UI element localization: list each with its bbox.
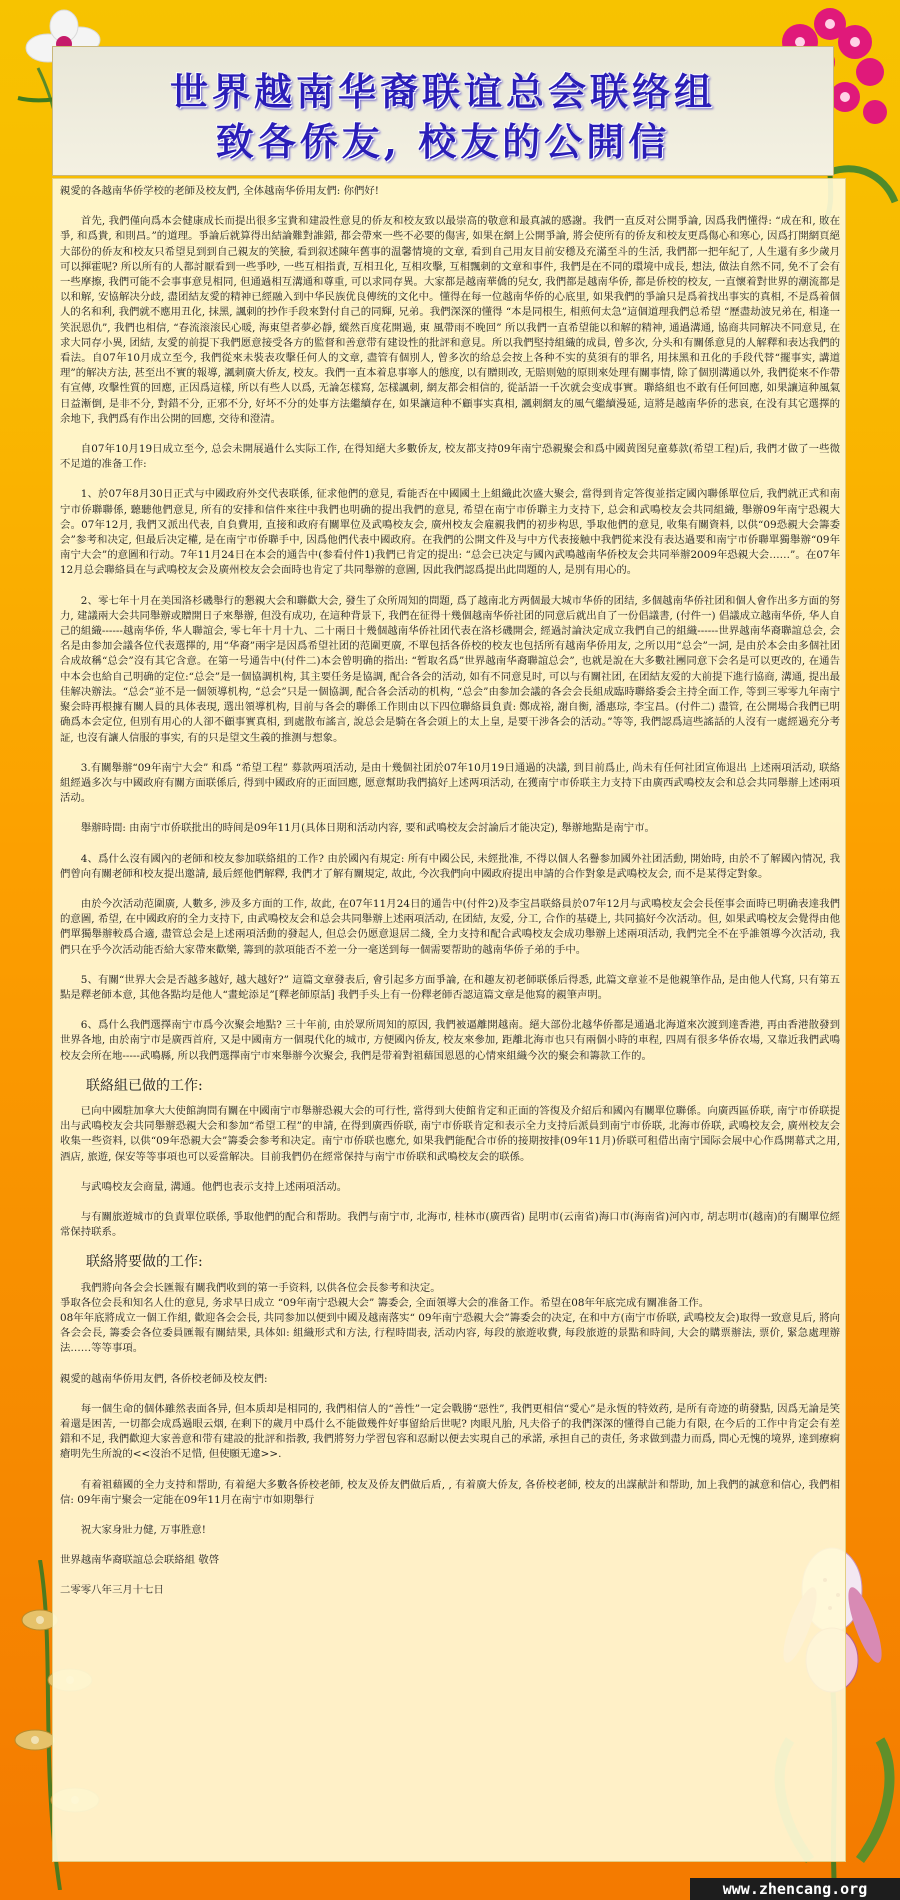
letter-greeting: 親愛的各越南华侨学校的老師及校友們, 全体越南华侨用友們: 你們好! bbox=[60, 185, 379, 197]
letter-paragraph: 5、有關“世界大会是否越多越好, 越大越好?” 這篇文章發表后, 會引起多方面爭論, 在和趣友初老師联係后得悉, 此篇文章並不是他親筆作品, 是由他人代寫, 只有第五點是釋老師本意, 其他各點均是他人“畫蛇添足”[釋老師原話] 我們手头上有一份釋老師否認這篇文章是他寫的親筆声明。 bbox=[60, 973, 840, 1001]
letter-paragraph: 2、零七年十月在美国洛杉磯舉行的懇親大会和聯歡大会, 發生了众所周知的問題, 爲了越南北方两個最大城市华侨的团结, 多個越南华侨社团和個人會作出多方面的努力, 建議兩大会共同舉辦或贈開日子來舉辦, 但没有成功, 在這种背景下, 我們在征得十幾個越南华侨社团的同意后就出自了一份倡議書, (付件一) 倡議成立越南华侨, 华人自己的組織------越南华侨, 华人聯誼会, 零七年十月十九、二十兩日十幾個越南华侨社团代表在洛杉磯開会, 經過討論決定成立我們自己的組織------世界越南华裔聯誼总会, 会名是由参加会議各位代表選擇的, 用“华裔”兩字是因爲希望社团的范圍更廣, 不單包括各侨校的校友也包括所有越南华侨用友, 之所以用“总会”一詞, 是由於本会由多個社团合成故稱“总会”沒有其它含意。在第一号通告中(付件二)本会曾明确的指出: “暂取名爲”世界越南华裔聯誼总会”, 也就是說在大多數社團同意下会名是可以更改的, 在通告中本会也給自己明确的定位:“总会”是一個協調机构, 其主要任务是協調, 配合各会的活动, 如有不同意見时, 可以与有關社团, 在团結友爱的大前提下進行協商, 溝通, 提出最佳解决辦法。“总会”並不是一個领導机构, “总会”只是一個協調, 配合各会活动的机构, “总会”由参加会議的各会会長組成臨時聯絡委会主持全面工作, 等到三零零九年南宁聚会時再根據有關人員的具体表現, 選出領導机构, 目前与各会的聯係工作則由以下四位聯絡員負責: 鄭成裕, 謝自衡, 潘惠琮, 李宝昌。(付件二) 盡管, 在公開場合我們已明确爲本会定位, 但別有用心的人卻不顧事實真相, 到處散布謠言, 說总会是騎在各会頭上的太上皇, 是要干涉各会的活动。”等等, 我們認爲這些謠話的人沒有一處經過充分考証, 也沒有讓人信服的事实, 有的只是望文生義的推测与想象。 bbox=[60, 594, 840, 744]
letter-paragraph: 6、爲什么我們選擇南宁市爲今次聚会地點? 三十年前, 由於眾所周知的原因, 我們被逼離開越南。絕大部份北越华侨都是通過北海道來次渡到達香港, 再由香港散發到世界各地, 由於南宁市是廣西首府, 又是中國南方一個現代化的城市, 方便國內侨友, 校友來參加, 距離北海市也只有兩個小時的車程, 四周有很多华侨农場, 又靠近我們武鳴校友会所在地-----武鳴縣, 所以我們選擇南宁市來舉辦今次聚会, 我們是带着對祖藉国恩恩的心情來組織今次的聚会和籌款工作的。 bbox=[60, 1019, 840, 1062]
letter-paragraph: 3.有關舉辦“09年南宁大会” 和爲 “希望工程” 募款两項活动, 是由十幾個社团於07年10月19日通過的决議, 到目前爲止, 尚未有任何社团宣佈退出 上述兩項活动, 联絡組經過多次与中國政府有關方面联係后, 得到中國政府的正面回應, 愿意幫助我們搞好上述两項活动, 在獲南宁市侨联主力支持下由廣西武鳴校友会和总会共同舉辦上述兩項活动。 bbox=[60, 761, 840, 805]
letter-paragraph: 祝大家身壯力健, 万事胜意! bbox=[80, 1524, 206, 1537]
letter-body bbox=[60, 184, 840, 1614]
letter-paragraph: 每一個生命的個体雖然表面各异, 但本质却是相同的, 我們相信人的“善性”一定会戰勝“惡性”, 我們更相信“愛心”是永恆的特效药, 是所有奇迹的萌發點, 因爲无論是笑着還是困苦, 一切都会成爲過眼云烟, 在剩下的歲月中爲什么不能做幾件好事留給后世呢? 肉眼凡胎, 凡夫俗子的我們深深的懂得自己能力有限, 在今后的工作中肯定会有差錯和不足, 我們歡迎大家善意和带有建設的批評和指教, 我們將努力学習包容和忍耐以便去实現自己的承諾, 承担自己的责任, 务求做到盡力而爲, 問心无愧的境界, 達到療痾瘡明先生所說的<<沒治不足惜, 但使願无違>>. bbox=[60, 1402, 840, 1461]
letter-paragraph: 1、於07年8月30日正式与中國政府外交代表联係, 征求他們的意見, 看能否在中國國土上組織此次盛大聚会, 當得到肯定答復並指定國內聯係單位后, 我們就正式和南宁市侨聯聯係, 聽聽他們意見, 所有的安排和信件來往中我們也明确的提出我們的意見, 希望在南宁市侨聯主力支持下, 总会和武鳴校友会共同組織, 舉辦09年南宁恐親大会。07年12月, 我們又派出代表, 自負費用, 直接和政府有關單位及武鳴校友会, 廣州校友会雇親我們的初步构思, 爭取他們的意見, 收集有關資料, 以供“09恐親大会籌委会”参考和决定, 但最后决定權, 是在南宁市侨聯手中, 因爲他們代表中國政府。在我們的公開文件及与中方代表接触中我們從来没有表达過要和南宁市侨聯單獨舉辦“09年南宁大会”的意圖和行动。7年11月24日在本会的通告中(参看付件1)我們已肯定的提出: “总会已决定与國內武鳴越南华侨校友会共同举辦2009年恐親大会……”。在07年12月总会聯絡員在与武鳴校友会及廣州校友会会面時也肯定了共同舉辦的意圖, 因此我們認爲提出此問題的人, 是別有用心的。 bbox=[60, 488, 840, 577]
letter-paragraph: 由於今次活动范圍廣, 人數多, 涉及多方面的工作, 故此, 在07年11月24日的通告中(付件2)及李宝昌联絡員於07年12月与武鳴校友会会長侄事会面時已明确表達我們的意圖, 希望, 在中國政府的全力支持下, 由武鳴校友会和总会共同舉辦上述兩項活动, 在团結, 友爱, 分工, 合作的基礎上, 共同搞好今次活动。但, 如果武鳴校友会覺得由他們單獨舉辦較爲合適, 盡管总会是上述兩項活動的發起人, 但总会仍愿意退居二綫, 全力支持和配合武鳴校友会成功舉辦上述兩項活动, 我們完全不在乎誰領導今次活动, 我們只在乎今次活动能否給大家帶來歡樂, 籌到的款項能否不差一分一毫送到每一個需要帮助的越南华侨子弟的手中。 bbox=[60, 897, 840, 956]
letter-paragraph: 我們將向各会会长匯報有關我們收到的第一手资料, 以供各位会長参考和決定。 爭取各位会長和知名人仕的意見, 务求早日成立 “09年南宁恐親大会” 籌委会, 全面領導大会的准备工作。希望在08年年底完成有關准备工作。 08年年底將成立一個工作組, 歡迎各会会長, 共同参加以便到中國及越南落实“ 09年南宁恐親大会”籌委会的决定, 在和中方(南宁市侨联, 武鳴校友会)取得一致意見后, 將向各会会長, 籌委会各位委員匯報有關結果, 具体如: 組織形式和方法, 行程時間表, 活动内容, 每段的旅遊收費, 每段旅遊的景點和時间, 大会的購票辦法, 票价, 緊急處理辦法……等等事項。 bbox=[60, 1281, 840, 1355]
letter-paragraph: 首先, 我們僅向爲本会健康成长而提出很多宝貴和建設性意見的侨友和校友致以最崇高的敬意和最真誠的感謝。我們一直反对公開爭論, 因爲我們懂得: “成在和, 敗在爭, 和爲貴, 和則昌。”的道理。爭論后就算得出結論難對誰錯, 都会帶來一些不必要的傷害, 如果在網上公開爭論, 將会使所有的侨友和校友更爲傷心和寒心, 因爲打開網頁絕大部份的侨友和校友只希望見到到自己親友的笑臉, 看到叙述陳年舊事的温馨情境的文章, 看到自己用友目前安穩及充滿至斗的生活, 我們都一把年紀了, 人生還有多少歲月可以揮霍呢? 所以所有的人都討厭看到一些爭吵, 一些互相指責, 互相丑化, 互相攻擊, 互相飄刺的文章和事件, 我們是在不同的環境中成長, 想法, 做法自然不同, 免不了会有一些摩擦, 我們可能不会事事意見相同, 但通過相互溝通和尊重, 可以求同存異。大家都是越南華僑的兒女, 我們都是越南华侨, 都是侨校的校友, 一直懷着對世界的潮流都是以和解, 安協解决分歧, 盡团結友愛的精神已經融入到中华民族优良傳统的文化中。懂得在每一位越南华侨的心底里, 如果我們的爭論只是爲着找出事实的真相, 不是爲着個人的名和利, 我們就不應用丑化, 抹黑, 諷刺的抄作手段來對付自己的同輝, 兄弟。我們深深的懂得 “本是同根生, 相煎何太急”這個道理我們总希望 “歷盡劫波兄弟在, 相逢一笑泯恩仇”, 我們也相信, “春流滚滚民心暖, 海東望者夢必靜, 縱然百度花開過, 東 風帶雨不晚回” 所以我們一直希望能以和解的精神, 通過溝通, 協商共同解决不同意見, 在求大同存小異, 团結, 友愛的前提下我們愿意接受各方的監督和善意带有建设性的批評和意見。所以我們堅持組織的成員, 曾多次, 分头和有關係意見的人解釋和表达我們的看法。自07年10月成立至今, 我們從來未裝表攻擊任何人的文章, 盡管有個別人, 曾多次的给总会按上各种不实的莫須有的罪名, 用抹黑和丑化的手段代替“擺事实, 講道理”的解决方法, 甚至出不實的報導, 諷刺廣大侨友, 校友。我們一直本着息事寧人的態度, 以有贈則改, 无賠则勉的原則來处理有關事情, 除了個別溝通以外, 我們從來不作帶有宣傳, 攻擊性質的回應, 正因爲這樣, 所以有些人以爲, 无論怎樣寫, 怎樣諷刺, 網友都会相信的, 從話語一千次就会变成事實。聯絡組也不敢有任何回應, 如果讓這种風氣日益漸倒, 是非不分, 對錯不分, 正邪不分, 好坏不分的处事方法繼續存在, 如果讓這种不顧事实真相, 諷刺網友的風气繼續漫延, 這將是越南华侨的悲哀, 在没有其它選擇的余地下, 我們爲有作出公開的回應, 交待和澄清。 bbox=[60, 215, 840, 425]
letter-paragraph: 4、爲什么沒有國內的老師和校友参加联絡組的工作? 由於國內有規定: 所有中國公民, 未經批准, 不得以個人名譽参加國外社团活動, 開始時, 由於不了解國內情况, 我們曾向有關老師和校友提出邀請, 最后經他們解釋, 我們才了解有關規定, 故此, 今次我們向中國政府提出申請的合作對象是武鳴校友会, 而不是某得定對象。 bbox=[60, 852, 840, 880]
letter-paragraph: 有着祖藉國的全力支持和帮助, 有着絕大多數各侨校老師, 校友及侨友們做后盾, , 有着廣大侨友, 各侨校老師, 校友的出謀献計和帮助, 加上我們的誠意和信心, 我們相信: 09年南宁聚会一定能在09年11月在南宁市如期舉行 bbox=[60, 1478, 840, 1506]
page-title: 世界越南华裔联谊总会联络组 bbox=[169, 69, 716, 114]
section-heading-todo: 联絡將要做的工作: bbox=[86, 1254, 203, 1271]
letter-paragraph: 与有關旅遊城市的負責單位联係, 爭取他們的配合和帮助。我們与南宁市, 北海市, 桂林市(廣西省) 昆明市(云南省)海口市(海南省)河內市, 胡志明市(越南)的有關單位經常保持联系。 bbox=[60, 1210, 840, 1239]
site-watermark: www.zhencang.org bbox=[690, 1878, 900, 1900]
letter-paragraph: 已向中國駐加拿大大使館詢問有關在中國南宁市舉辦恐親大会的可行性, 當得到大使館肯定和正面的答復及介紹后和國內有關單位聯係。向廣西區侨联, 南宁市侨联提出与武鳴校友会共同舉辦恐親大会和参加“希望工程”的申請, 在得到廣西侨联, 南宁市侨联肯定和表示全力支持后派員到南宁市侨联, 北海市侨联, 武鳴校友会, 廣州校友会收集一些资料, 以供“09年恐親大会”籌委会参考和决定。南宁市侨联也應允, 如果我們能配合市侨的接期按排(09年11月)侨联可租借出南宁国际会展中心作爲開幕式之用, 酒店, 旅遊, 保安等等事項也可以妥當解决。目前我們仍在經常保持与南宁市侨联和武鳴校友会的联係。 bbox=[60, 1104, 840, 1163]
page-subtitle: 致各侨友, 校友的公開信 bbox=[215, 119, 671, 164]
letter-date: 二零零八年三月十七日 bbox=[60, 1584, 164, 1597]
letter-paragraph: 与武鳴校友会商量, 溝通。他們也表示支持上述兩項活动。 bbox=[80, 1180, 348, 1193]
letter-paragraph: 自07年10月19日成立至今, 总会未開展過什么实际工作, 在得知絕大多數侨友, 校友都支持09年南宁恐親聚会和爲中國黄图兒童募款(希望工程)后, 我們才做了一些微不足道的准备工作: bbox=[60, 443, 840, 471]
letter-paragraph: 舉辦時間: 由南宁市侨联批出的時间是09年11月(具体日期和活动内容, 要和武鳴校友会討論后才能决定), 舉辦地點是南宁市。 bbox=[80, 822, 655, 835]
section-heading-done: 联絡組已做的工作: bbox=[86, 1077, 203, 1094]
signature: 世界越南华裔联誼总会联絡組 敬啓 bbox=[60, 1554, 220, 1567]
closing-greeting: 親愛的越南华侨用友們, 各侨校老師及校友們: bbox=[60, 1372, 268, 1385]
title-banner bbox=[52, 46, 834, 176]
